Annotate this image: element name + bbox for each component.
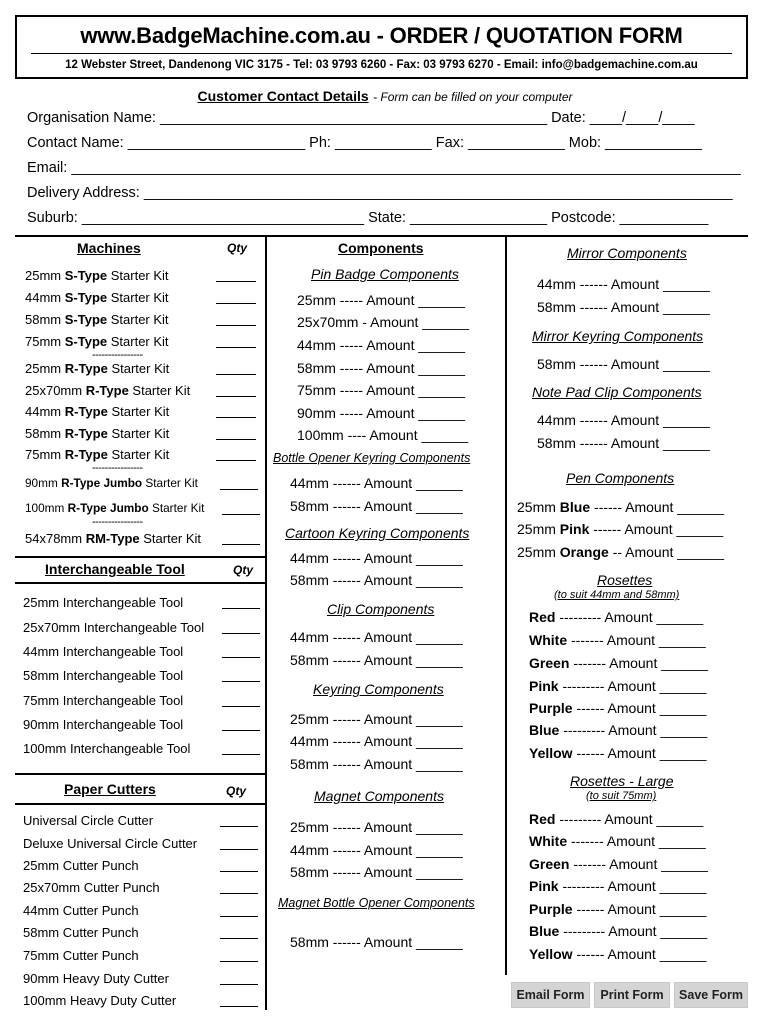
magnet-amount-field[interactable]: 58mm ------ Amount ______ <box>290 864 463 880</box>
contact-note: - Form can be filled on your computer <box>373 90 573 104</box>
machines-qty-header: Qty <box>227 241 248 255</box>
machine-item: 44mm R-Type Starter Kit <box>25 404 170 419</box>
machine-qty-input[interactable] <box>216 290 256 304</box>
rosette-amount-field[interactable]: Purple ------ Amount ______ <box>529 700 707 716</box>
rosette-large-amount-field[interactable]: Yellow ------ Amount ______ <box>529 946 707 962</box>
machine-item: 75mm S-Type Starter Kit <box>25 334 169 349</box>
rosette-large-amount-field[interactable]: Red --------- Amount ______ <box>529 811 704 827</box>
email-field[interactable]: Email: ___________________________________________________________________________________ <box>27 160 741 176</box>
tool-item: 75mm Interchangeable Tool <box>23 693 184 708</box>
machine-qty-input[interactable] <box>220 476 258 490</box>
tool-qty-input[interactable] <box>222 741 260 755</box>
machine-item: 75mm R-Type Starter Kit <box>25 447 170 462</box>
contact-heading <box>0 88 770 106</box>
cutters-qty-header: Qty <box>226 784 247 798</box>
contact-name-field[interactable]: Contact Name: ______________________ Ph: ____________ Fax: ____________ Mob: ____________ <box>27 135 702 151</box>
cutter-qty-input[interactable] <box>220 836 258 850</box>
tools-top-rule <box>15 556 265 558</box>
machine-separator: ---------------- <box>92 349 143 361</box>
magnet-amount-field[interactable]: 44mm ------ Amount ______ <box>290 842 463 858</box>
rosette-large-amount-field[interactable]: Green ------- Amount ______ <box>529 856 708 872</box>
cutter-item: 25x70mm Cutter Punch <box>23 880 160 895</box>
note-pad-clip-components-title: Note Pad Clip Components <box>532 384 702 400</box>
tool-item: 25x70mm Interchangeable Tool <box>23 620 205 635</box>
tool-qty-input[interactable] <box>222 668 260 682</box>
mirror-keyring-amount-field[interactable]: 58mm ------ Amount ______ <box>537 356 710 372</box>
machine-qty-input[interactable] <box>216 383 256 397</box>
machine-qty-input[interactable] <box>216 312 256 326</box>
rosettes-large-title: Rosettes - Large <box>570 773 674 789</box>
suburb-state-postcode-field[interactable]: Suburb: ___________________________________ State: _________________ Postcode: ___________ <box>27 210 709 226</box>
machine-item: 58mm S-Type Starter Kit <box>25 312 169 327</box>
rosette-large-amount-field[interactable]: Purple ------ Amount ______ <box>529 901 707 917</box>
rosette-amount-field[interactable]: Red --------- Amount ______ <box>529 609 704 625</box>
pen-amount-field[interactable]: 25mm Orange -- Amount ______ <box>517 544 724 560</box>
cutter-qty-input[interactable] <box>220 925 258 939</box>
cutter-qty-input[interactable] <box>220 813 258 827</box>
machine-item: 100mm R-Type Jumbo Starter Kit <box>25 501 205 515</box>
keyring-amount-field[interactable]: 44mm ------ Amount ______ <box>290 733 463 749</box>
cutter-qty-input[interactable] <box>220 903 258 917</box>
machines-title: Machines <box>77 240 141 256</box>
cutters-title: Paper Cutters <box>64 781 156 797</box>
rosettes-size-note: (to suit 44mm and 58mm) <box>554 589 680 601</box>
header-box <box>15 15 748 79</box>
rosette-amount-field[interactable]: White ------- Amount ______ <box>529 632 706 648</box>
contact-title: Customer Contact Details <box>197 88 369 104</box>
cutter-item: 100mm Heavy Duty Cutter <box>23 993 177 1008</box>
header-divider <box>31 53 732 54</box>
cutter-item: 58mm Cutter Punch <box>23 925 139 940</box>
tool-qty-input[interactable] <box>222 717 260 731</box>
form-title: www.BadgeMachine.com.au - ORDER / QUOTATION FORM <box>80 23 683 48</box>
notepad-amount-field[interactable]: 58mm ------ Amount ______ <box>537 435 710 451</box>
tool-item: 90mm Interchangeable Tool <box>23 717 184 732</box>
cartoon-amount-field[interactable]: 44mm ------ Amount ______ <box>290 550 463 566</box>
cutter-item: 90mm Heavy Duty Cutter <box>23 971 169 986</box>
machine-qty-input[interactable] <box>216 268 256 282</box>
column-divider-right <box>505 235 507 975</box>
pin-badge-components-title: Pin Badge Components <box>311 266 459 282</box>
mirror-amount-field[interactable]: 58mm ------ Amount ______ <box>537 299 710 315</box>
rosette-large-amount-field[interactable]: Pink --------- Amount ______ <box>529 878 707 894</box>
magnet-components-title: Magnet Components <box>314 788 444 804</box>
rosette-large-amount-field[interactable]: Blue --------- Amount ______ <box>529 923 708 939</box>
tool-item: 44mm Interchangeable Tool <box>23 644 184 659</box>
machine-qty-input[interactable] <box>216 447 256 461</box>
cartoon-keyring-components-title: Cartoon Keyring Components <box>285 525 470 541</box>
magnet-bottle-opener-components-title: Magnet Bottle Opener Components <box>278 896 475 910</box>
machine-item: 25mm R-Type Starter Kit <box>25 361 170 376</box>
rosette-amount-field[interactable]: Green ------- Amount ______ <box>529 655 708 671</box>
notepad-amount-field[interactable]: 44mm ------ Amount ______ <box>537 412 710 428</box>
tool-qty-input[interactable] <box>222 595 260 609</box>
components-title: Components <box>338 240 424 256</box>
tool-item: 58mm Interchangeable Tool <box>23 668 184 683</box>
bottle-amount-field[interactable]: 44mm ------ Amount ______ <box>290 475 463 491</box>
machine-qty-input[interactable] <box>222 501 260 515</box>
machine-separator: ---------------- <box>92 462 143 474</box>
tool-item: 25mm Interchangeable Tool <box>23 595 184 610</box>
cutter-qty-input[interactable] <box>220 948 258 962</box>
machine-item: 25mm S-Type Starter Kit <box>25 268 169 283</box>
email-form-button[interactable]: Email Form <box>511 982 590 1008</box>
cutters-top-rule <box>15 773 265 775</box>
cutter-qty-input[interactable] <box>220 858 258 872</box>
organisation-name-field[interactable]: Organisation Name: ________________________________________________ Date: ____/____/____ <box>27 110 695 126</box>
cutter-item: 44mm Cutter Punch <box>23 903 139 918</box>
pin-amount-field[interactable]: 75mm ----- Amount ______ <box>297 382 466 398</box>
pin-amount-field[interactable]: 90mm ----- Amount ______ <box>297 405 466 421</box>
machine-item: 58mm R-Type Starter Kit <box>25 426 170 441</box>
keyring-components-title: Keyring Components <box>313 681 444 697</box>
delivery-address-field[interactable]: Delivery Address: _________________________________________________________________________ <box>27 185 733 201</box>
pin-amount-field[interactable]: 25x70mm - Amount ______ <box>297 314 469 330</box>
machine-item: 25x70mm R-Type Starter Kit <box>25 383 191 398</box>
cutter-qty-input[interactable] <box>220 993 258 1007</box>
tools-qty-header: Qty <box>233 563 254 577</box>
clip-amount-field[interactable]: 44mm ------ Amount ______ <box>290 629 463 645</box>
cutter-qty-input[interactable] <box>220 880 258 894</box>
machine-item: 90mm R-Type Jumbo Starter Kit <box>25 476 198 490</box>
tool-qty-input[interactable] <box>222 693 260 707</box>
clip-amount-field[interactable]: 58mm ------ Amount ______ <box>290 652 463 668</box>
machine-qty-input[interactable] <box>216 361 256 375</box>
keyring-amount-field[interactable]: 25mm ------ Amount ______ <box>290 711 463 727</box>
bottle-opener-components-title: Bottle Opener Keyring Components <box>273 451 471 465</box>
machine-item: 54x78mm RM-Type Starter Kit <box>25 531 202 546</box>
mirror-keyring-components-title: Mirror Keyring Components <box>532 328 704 344</box>
company-address: 12 Webster Street, Dandenong VIC 3175 - Tel: 03 9793 6260 - Fax: 03 9793 6270 - Email: info@badgemachine.com.au <box>65 59 698 71</box>
pin-amount-field[interactable]: 58mm ----- Amount ______ <box>297 360 466 376</box>
column-divider-left <box>265 235 267 1010</box>
pin-amount-field[interactable]: 25mm ----- Amount ______ <box>297 292 466 308</box>
pen-amount-field[interactable]: 25mm Pink ------ Amount ______ <box>517 521 724 537</box>
cutter-item: 25mm Cutter Punch <box>23 858 139 873</box>
keyring-amount-field[interactable]: 58mm ------ Amount ______ <box>290 756 463 772</box>
tool-item: 100mm Interchangeable Tool <box>23 741 191 756</box>
mirror-components-title: Mirror Components <box>567 245 687 261</box>
tool-qty-input[interactable] <box>222 644 260 658</box>
cartoon-amount-field[interactable]: 58mm ------ Amount ______ <box>290 572 463 588</box>
machine-item: 44mm S-Type Starter Kit <box>25 290 169 305</box>
cutter-qty-input[interactable] <box>220 971 258 985</box>
tool-qty-input[interactable] <box>222 620 260 634</box>
pin-amount-field[interactable]: 100mm ---- Amount ______ <box>297 427 469 443</box>
machine-qty-input[interactable] <box>222 531 260 545</box>
section-top-rule <box>15 235 748 237</box>
clip-components-title: Clip Components <box>327 601 435 617</box>
pen-components-title: Pen Components <box>566 470 675 486</box>
machine-separator: ---------------- <box>92 516 143 528</box>
bottle-amount-field[interactable]: 58mm ------ Amount ______ <box>290 498 463 514</box>
tools-title: Interchangeable Tool <box>45 561 185 577</box>
rosette-amount-field[interactable]: Pink --------- Amount ______ <box>529 678 707 694</box>
machine-qty-input[interactable] <box>216 334 256 348</box>
rosette-amount-field[interactable]: Blue --------- Amount ______ <box>529 722 708 738</box>
pin-amount-field[interactable]: 44mm ----- Amount ______ <box>297 337 466 353</box>
save-form-button[interactable]: Save Form <box>674 982 748 1008</box>
mirror-amount-field[interactable]: 44mm ------ Amount ______ <box>537 276 710 292</box>
magnet-amount-field[interactable]: 25mm ------ Amount ______ <box>290 819 463 835</box>
cutter-item: Universal Circle Cutter <box>23 813 154 828</box>
rosette-amount-field[interactable]: Yellow ------ Amount ______ <box>529 745 707 761</box>
print-form-button[interactable]: Print Form <box>594 982 670 1008</box>
cutter-item: Deluxe Universal Circle Cutter <box>23 836 198 851</box>
rosettes-large-size-note: (to suit 75mm) <box>586 790 657 802</box>
magnet-bottle-amount-field[interactable]: 58mm ------ Amount ______ <box>290 934 463 950</box>
pen-amount-field[interactable]: 25mm Blue ------ Amount ______ <box>517 499 724 515</box>
cutter-item: 75mm Cutter Punch <box>23 948 139 963</box>
machine-qty-input[interactable] <box>216 426 256 440</box>
rosette-large-amount-field[interactable]: White ------- Amount ______ <box>529 833 706 849</box>
cutters-header-rule <box>15 803 265 805</box>
machine-qty-input[interactable] <box>216 404 256 418</box>
tools-header-rule <box>15 582 265 584</box>
rosettes-title: Rosettes <box>597 572 653 588</box>
